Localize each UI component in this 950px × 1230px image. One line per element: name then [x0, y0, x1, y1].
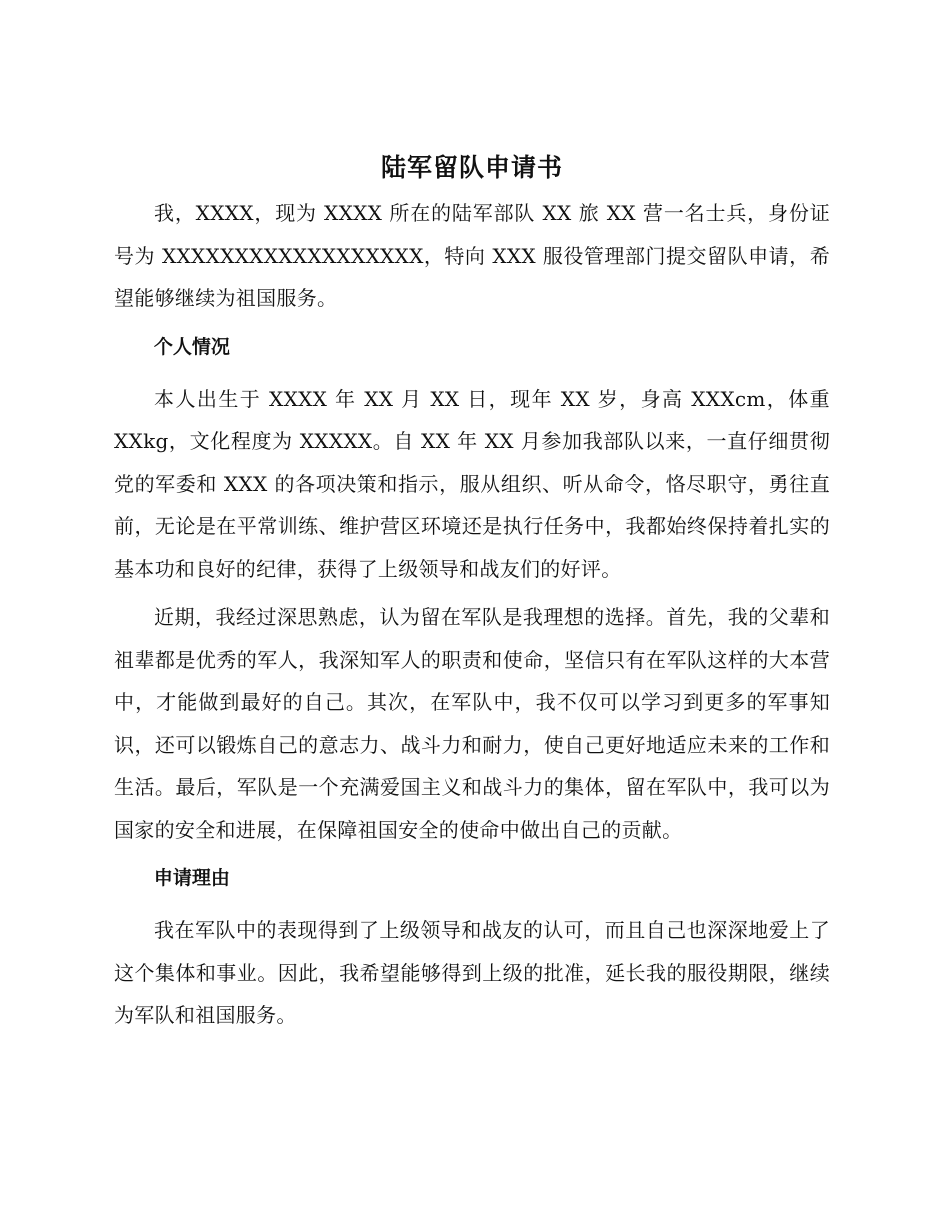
- reason-paragraph-1: 我在军队中的表现得到了上级领导和战友的认可，而且自己也深深地爱上了这个集体和事业。因此，我希望能够得到上级的批准，延长我的服役期限，继续为军队和祖国服务。: [114, 918, 830, 1027]
- intro-paragraph: 我，XXXX，现为 XXXX 所在的陆军部队 XX 旅 XX 营一名士兵，身份证号为 XXXXXXXXXXXXXXXXXX，特向 XXX 服役管理部门提交留队申请，希望能够继续为祖国服务。: [114, 201, 830, 310]
- section-heading-personal: 个人情况: [153, 335, 230, 358]
- document-page: [114, 150, 830, 1043]
- section-heading-reason: 申请理由: [153, 867, 230, 889]
- document-title: 陆军留队申请书: [380, 153, 563, 182]
- personal-paragraph-2: 近期，我经过深思熟虑，认为留在军队是我理想的选择。首先，我的父辈和祖辈都是优秀的军人，我深知军人的职责和使命，坚信只有在军队这样的大本营中，才能做到最好的自己。其次，在军队中，我不仅可以学习到更多的军事知识，还可以锻炼自己的意志力、战斗力和耐力，使自己更好地适应未来的工作和生活。最后，军队是一个充满爱国主义和战斗力的集体，留在军队中，我可以为国家的安全和进展，在保障祖国安全的使命中做出自己的贡献。: [114, 605, 830, 842]
- personal-paragraph-1: 本人出生于 XXXX 年 XX 月 XX 日，现年 XX 岁，身高 XXXcm，体重 XXkg，文化程度为 XXXXX。自 XX 年 XX 月参加我部队以来，一直仔细贯彻党的军委和 XXX 的各项决策和指示，服从组织、听从命令，恪尽职守，勇往直前，无论是在平常训练、维护营区环境还是执行任务中，我都始终保持着扎实的基本功和良好的纪律，获得了上级领导和战友们的好评。: [114, 386, 830, 581]
